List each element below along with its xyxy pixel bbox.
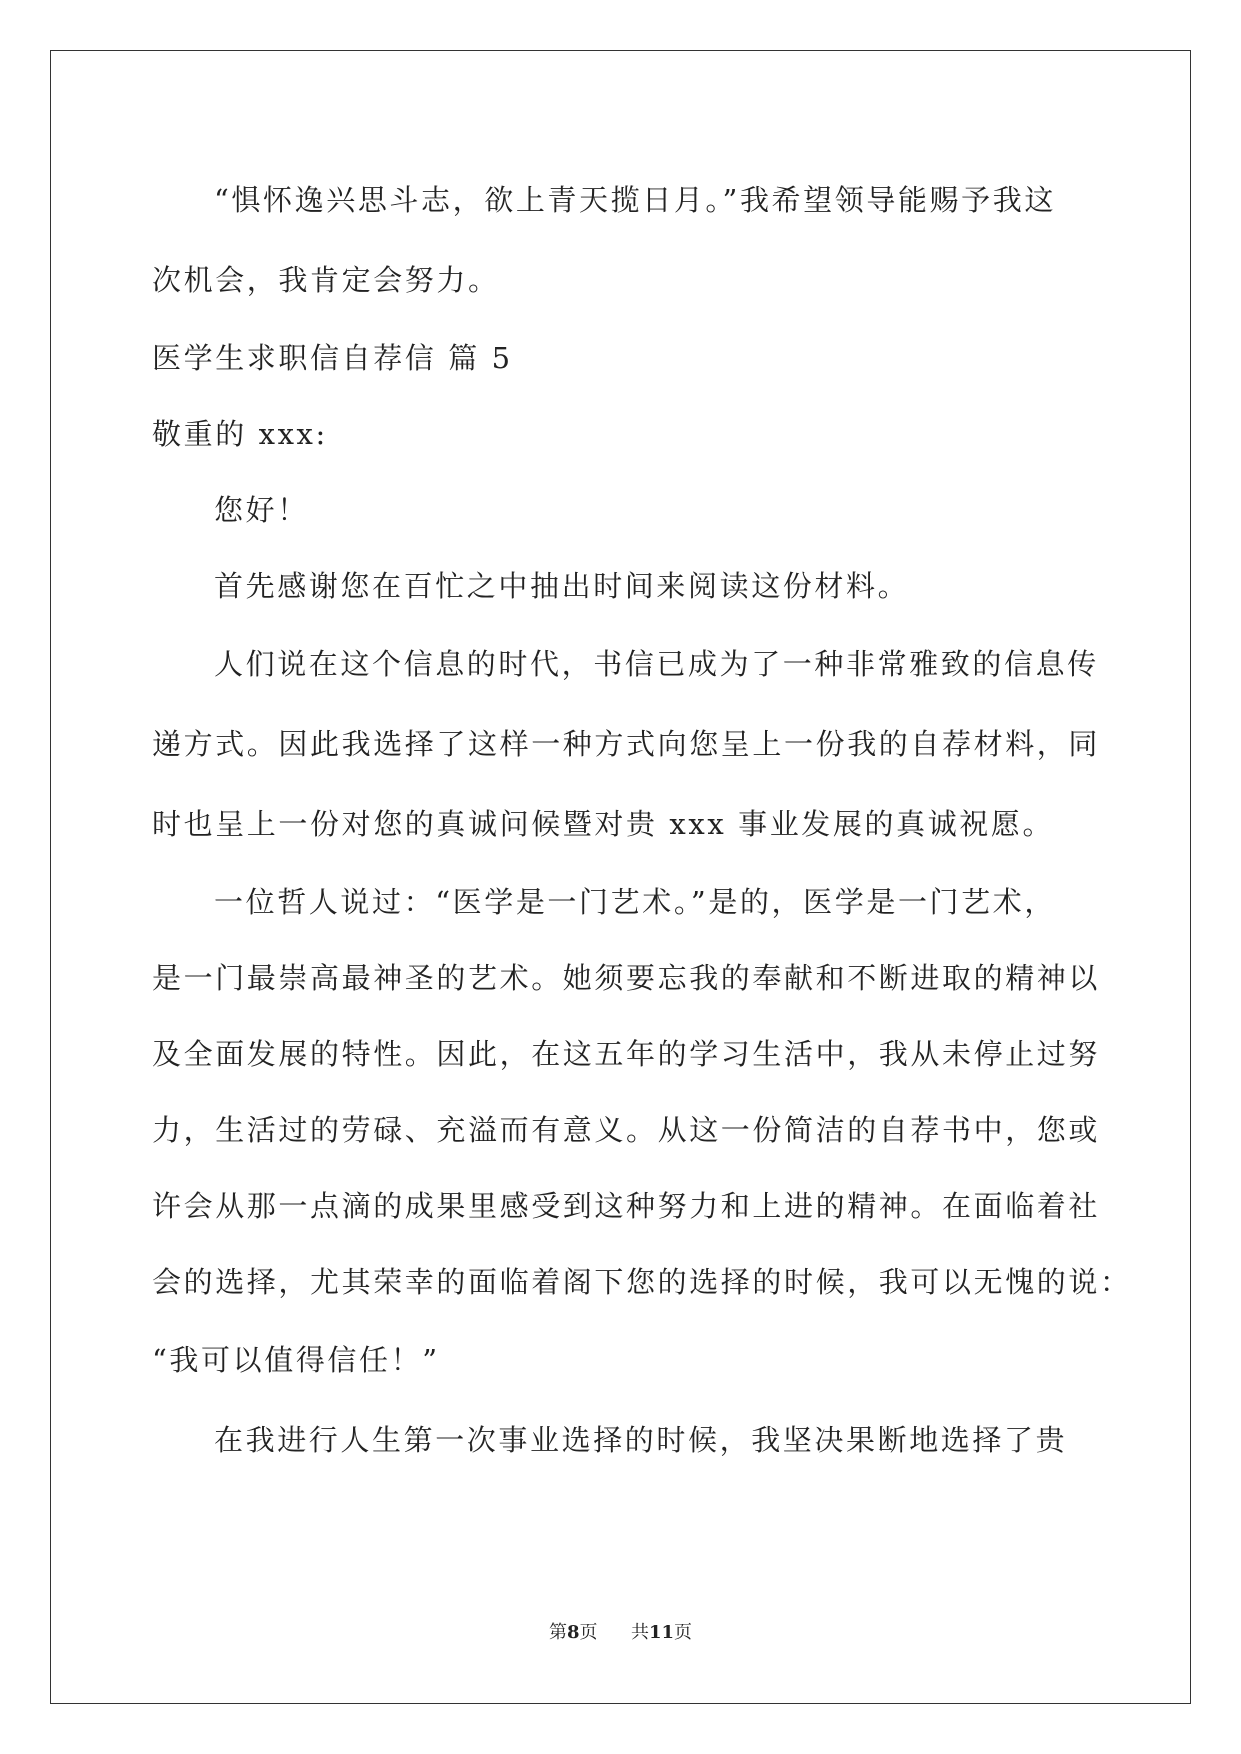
paragraph-line: 许会从那一点滴的成果里感受到这种努力和上进的精神。在面临着社 [152,1189,1101,1223]
paragraph-line: 是一门最崇高最神圣的艺术。她须要忘我的奉献和不断进取的精神以 [152,961,1101,995]
total-pages-suffix: 页 [674,1622,693,1643]
paragraph-line: 人们说在这个信息的时代，书信已成为了一种非常雅致的信息传 [214,647,1099,681]
paragraph-line: 首先感谢您在百忙之中抽出时间来阅读这份材料。 [214,569,910,603]
paragraph-line: “惧怀逸兴思斗志，欲上青天揽日月。”我希望领导能赐予我这 [214,183,1056,217]
salutation: 敬重的 xxx: [152,417,328,451]
greeting: 您好！ [214,493,309,527]
paragraph-line: 在我进行人生第一次事业选择的时候，我坚决果断地选择了贵 [214,1423,1068,1457]
paragraph-line: 一位哲人说过：“医学是一门艺术。”是的，医学是一门艺术， [214,885,1056,919]
page-number-prefix: 第 [548,1622,567,1643]
paragraph-line: 次机会，我肯定会努力。 [152,263,500,297]
section-heading: 医学生求职信自荐信 篇 5 [152,341,513,375]
paragraph-line: 递方式。因此我选择了这样一种方式向您呈上一份我的自荐材料，同 [152,727,1101,761]
paragraph-line: 时也呈上一份对您的真诚问候暨对贵 xxx 事业发展的真诚祝愿。 [152,807,1055,841]
total-pages: 11 [648,1622,675,1643]
paragraph-line: 力，生活过的劳碌、充溢而有意义。从这一份简洁的自荐书中，您或 [152,1113,1101,1147]
total-pages-prefix: 共 [630,1622,649,1643]
paragraph-line: 会的选择，尤其荣幸的面临着阁下您的选择的时候，我可以无愧的说： [152,1265,1132,1299]
paragraph-line: 及全面发展的特性。因此，在这五年的学习生活中，我从未停止过努 [152,1037,1101,1071]
page-number-suffix: 页 [579,1622,598,1643]
document-body [152,160,1132,1480]
paragraph-line: “我可以值得信任！” [152,1343,440,1377]
page-footer [0,1618,1241,1644]
page-number: 8 [566,1622,580,1643]
